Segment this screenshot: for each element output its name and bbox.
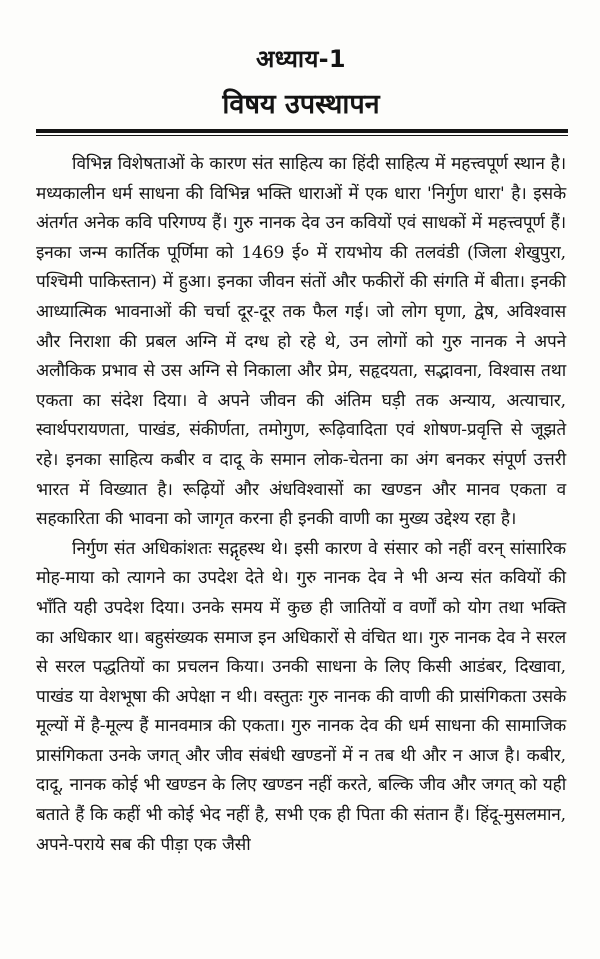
chapter-title: विषय उपस्थापन	[222, 89, 380, 120]
body-text	[36, 150, 566, 860]
paragraph-2: निर्गुण संत अधिकांशतः सद्गृहस्थ थे। इसी कारण वे संसार को नहीं वरन् सांसारिक मोह-माया को त्यागने का उपदेश देते थे। गुरु नानक देव ने भी अन्य संत कवियों की भाँति यही उपदेश दिया। उनके समय में कुछ ही जातियों व वर्णों को योग तथा भक्ति का अधिकार था। बहुसंख्यक समाज इन अधिकारों से वंचित था। गुरु नानक देव ने सरल से सरल पद्धतियों का प्रचलन किया। उनकी साधना के लिए किसी आडंबर, दिखावा, पाखंड या वेशभूषा की अपेक्षा न थी। वस्तुतः गुरु नानक की वाणी की प्रासंगिकता उसके मूल्यों में है-मूल्य हैं मानवमात्र की एकता। गुरु नानक देव की धर्म साधना की सामाजिक प्रासंगिकता उनके जगत् और जीव संबंधी खण्डनों में न तब थी और न आज है। कबीर, दादू, नानक कोई भी खण्डन के लिए खण्डन नहीं करते, बल्कि जीव और जगत् को यही बताते हैं कि कहीं भी कोई भेद नहीं है, सभी एक ही पिता की संतान हैं। हिंदू-मुसलमान, अपने-पराये सब की पीड़ा एक जैसी	[36, 538, 566, 855]
chapter-label: अध्याय-1	[256, 45, 346, 73]
title-underline-divider	[36, 129, 568, 136]
paragraph-1: विभिन्न विशेषताओं के कारण संत साहित्य का हिंदी साहित्य में महत्त्वपूर्ण स्थान है। मध्यकालीन धर्म साधना की विभिन्न भक्ति धाराओं में एक धारा 'निर्गुण धारा' है। इसके अंतर्गत अनेक कवि परिगण्य हैं। गुरु नानक देव उन कवियों एवं साधकों में महत्त्वपूर्ण हैं। इनका जन्म कार्तिक पूर्णिमा को 1469 ई० में रायभोय की तलवंडी (जिला शेखुपुरा, पश्चिमी पाकिस्तान) में हुआ। इनका जीवन संतों और फकीरों की संगति में बीता। इनकी आध्यात्मिक भावनाओं की चर्चा दूर-दूर तक फैल गई। जो लोग घृणा, द्वेष, अविश्वास और निराशा की प्रबल अग्नि में दग्ध हो रहे थे, उन लोगों को गुरु नानक ने अपने अलौकिक प्रभाव से उस अग्नि से निकाला और प्रेम, सहृदयता, सद्भावना, विश्वास तथा एकता का संदेश दिया। वे अपने जीवन की अंतिम घड़ी तक अन्याय, अत्याचार, स्वार्थपरायणता, पाखंड, संकीर्णता, तमोगुण, रूढ़िवादिता एवं शोषण-प्रवृत्ति से जूझते रहे। इनका साहित्य कबीर व दादू के समान लोक-चेतना का अंग बनकर संपूर्ण उत्तरी भारत में विख्यात है। रूढ़ियों और अंधविश्वासों का खण्डन और मानव एकता व सहकारिता की भावना को जागृत करना ही इनकी वाणी का मुख्य उद्देश्य रहा है।	[36, 154, 566, 530]
document-page	[0, 44, 600, 959]
